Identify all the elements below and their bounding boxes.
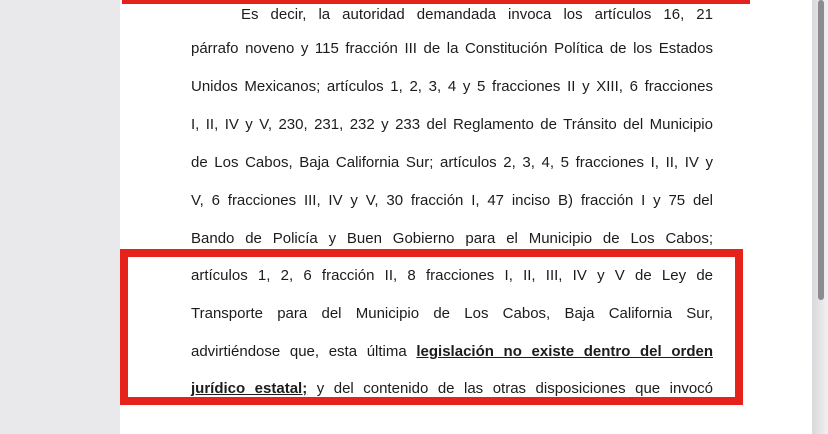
red-highlight-box: [120, 249, 743, 405]
text-line-2: párrafo noveno y 115 fracción III de la Constitución Política de los Estados: [191, 40, 713, 57]
text-line-3: Unidos Mexicanos; artículos 1, 2, 3, 4 y 5 fracciones II y XIII, 6 fracciones: [191, 78, 713, 95]
emphasized-phrase-end: jurídico estatal;: [191, 380, 308, 397]
text-line-8: artículos 1, 2, 6 fracción II, 8 fracciones I, II, III, IV y V de Ley de: [191, 267, 713, 284]
emphasized-phrase: legislación no existe dentro del orden: [416, 343, 713, 360]
text-line-11-normal: y del contenido de las otras disposiciones que invocó: [316, 380, 713, 397]
text-line-7: Bando de Policía y Buen Gobierno para el Municipio de Los Cabos;: [191, 230, 713, 247]
text-line-5: de Los Cabos, Baja California Sur; artículos 2, 3, 4, 5 fracciones I, II, IV y: [191, 154, 713, 171]
text-line-1: Es decir, la autoridad demandada invoca los artículos 16, 21: [241, 6, 713, 23]
text-line-6: V, 6 fracciones III, IV y V, 30 fracción I, 47 inciso B) fracción I y 75 del: [191, 192, 713, 209]
text-line-9: Transporte para del Municipio de Los Cabos, Baja California Sur,: [191, 305, 713, 322]
scrollbar-thumb[interactable]: [818, 0, 824, 300]
text-line-10-normal: advirtiéndose que, esta última: [191, 343, 407, 360]
text-line-4: I, II, IV y V, 230, 231, 232 y 233 del Reglamento de Tránsito del Municipio: [191, 116, 713, 133]
